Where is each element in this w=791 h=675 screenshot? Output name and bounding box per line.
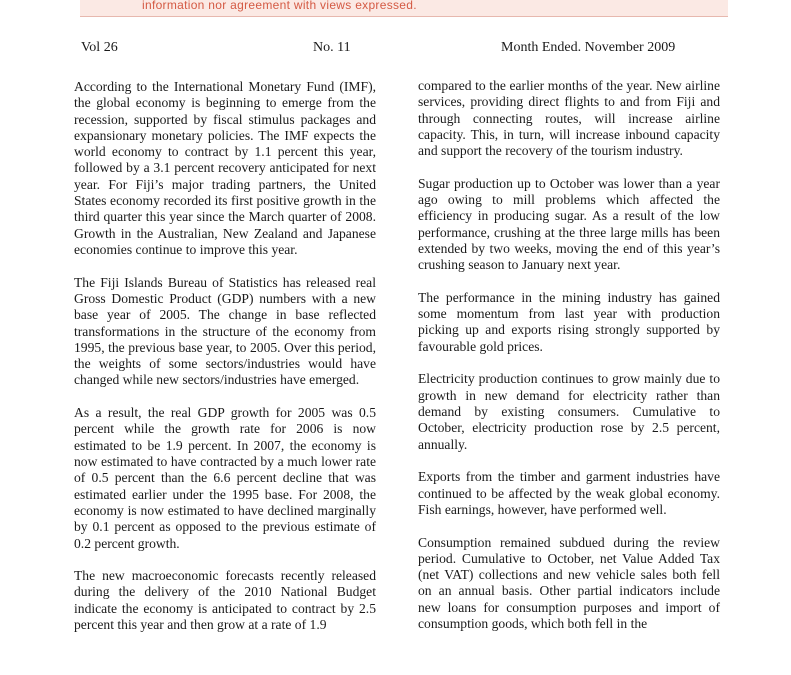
paragraph-gdp-rebase: The Fiji Islands Bureau of Statistics has released real Gross Domestic Product (GDP) numbers with a new base year of 2005. The change in base reflected transformations in the structure of the economy from 1995, the previous base year, to 2005. Over this period, the weights of some sectors/industries would have changed while new sectors/industries have emerged. (74, 274, 376, 388)
paragraph-global-economy: According to the International Monetary Fund (IMF), the global economy is beginning to emerge from the recession, supported by fiscal stimulus packages and expansionary monetary policies. The IMF expects the world economy to contract by 1.1 percent this year, followed by a 3.1 percent recovery anticipated for next year. For Fiji’s major trading partners, the United States economy recorded its first positive growth in the third quarter this year since the March quarter of 2008. Growth in the Australian, New Zealand and Japanese economies continue to improve this year. (74, 79, 376, 257)
disclaimer-text: information nor agreement with views expressed. (142, 0, 417, 12)
issue-header (0, 40, 791, 58)
paragraph-sugar: Sugar production up to October was lower than a year ago owing to mill problems which affected the efficiency in producing sugar. As a result of the low performance, crushing at the three large mills has been extended by two weeks, moving the end of this year’s crushing season to January next year. (418, 175, 720, 273)
month-ended-label: Month Ended. November 2009 (501, 40, 676, 55)
paragraph-mining: The performance in the mining industry has gained some momentum from last year with production picking up and exports rising strongly supported by favourable gold prices. (418, 289, 720, 354)
paragraph-macro-forecasts: The new macroeconomic forecasts recently released during the delivery of the 2010 National Budget indicate the economy is anticipated to contract by 2.5 percent this year and then grow at a rate of 1.9 (74, 568, 376, 633)
paragraph-tourism: compared to the earlier months of the year. New airline services, providing direct flights to and from Fiji and through connecting routes, will increase airline capacity. This, in turn, will increase inbound capacity and support the recovery of the tourism industry. (418, 78, 720, 159)
right-column (418, 78, 720, 649)
volume-label: Vol 26 (81, 40, 118, 55)
paragraph-exports: Exports from the timber and garment industries have continued to be affected by the weak global economy. Fish earnings, however, have performed well. (418, 469, 720, 517)
paragraph-consumption: Consumption remained subdued during the review period. Cumulative to October, net Value Added Tax (net VAT) collections and new vehicle sales both fell on an annual basis. Other partial indicators include new loans for consumption purposes and import of consumption goods, which both fell in the (418, 534, 720, 632)
paragraph-gdp-growth: As a result, the real GDP growth for 2005 was 0.5 percent while the growth rate for 2006 is now estimated to be 1.9 percent. In 2007, the economy is now estimated to have contracted by a much lower rate of 0.5 percent than the 6.6 percent decline that was estimated earlier under the 1995 base. For 2008, the economy is now estimated to have declined marginally by 0.1 percent as opposed to the previous estimate of 0.2 percent growth. (74, 405, 376, 551)
left-column (74, 79, 376, 650)
issue-number-label: No. 11 (313, 40, 351, 55)
disclaimer-banner (80, 0, 728, 17)
paragraph-electricity: Electricity production continues to grow mainly due to growth in new demand for electricity rather than demand by existing consumers. Cumulative to October, electricity production rose by 2.5 percent, annually. (418, 371, 720, 452)
